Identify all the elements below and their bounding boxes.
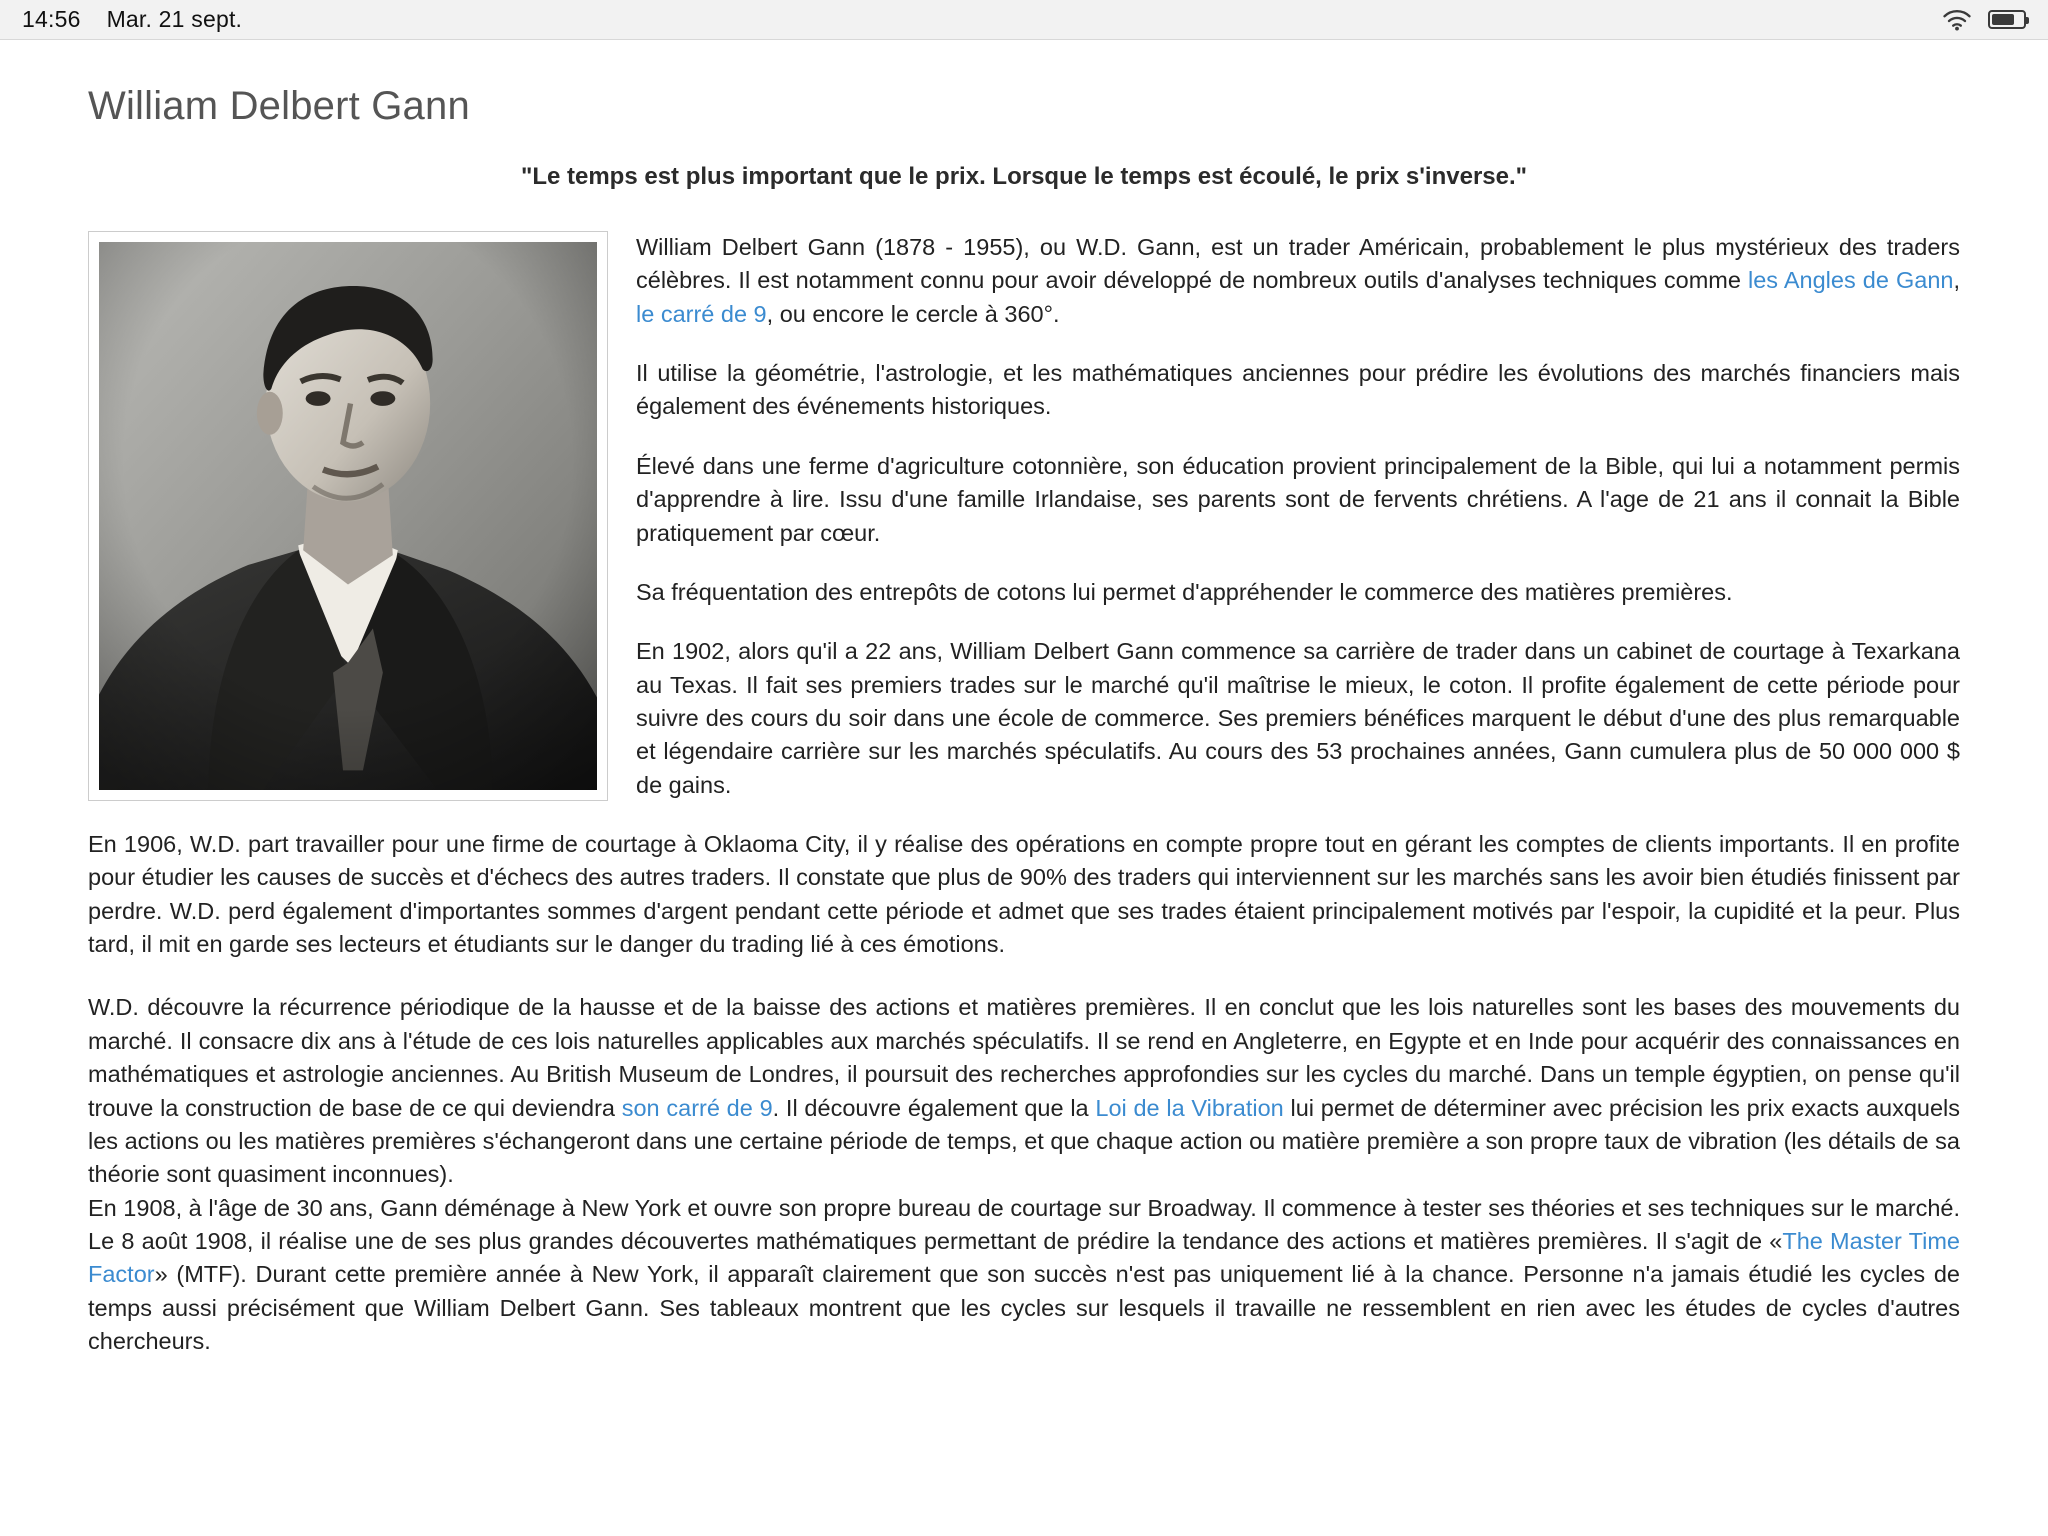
status-bar bbox=[0, 0, 2048, 40]
paragraph-1-text-a: William Delbert Gann (1878 - 1955), ou W.D. Gann, est un trader Américain, probablement le plus mystérieux des traders célèbres. Il est notamment connu pour avoir développé de nombreux outils d'analyses techniques comme bbox=[636, 234, 1960, 294]
paragraph-4: Sa fréquentation des entrepôts de cotons lui permet d'appréhender le commerce des matières premières. bbox=[636, 578, 1733, 605]
paragraph-5: En 1902, alors qu'il a 22 ans, William Delbert Gann commence sa carrière de trader dans un cabinet de courtage à Texarkana au Texas. Il fait ses premiers trades sur le marché qu'il maîtrise le mieux, le coton. Il profite également de cette période pour suivre des cours du soir dans une école de commerce. Ses premiers bénéfices marquent le début d'une des plus remarquable et légendaire carrière sur les marchés spéculatifs. Au cours des 53 prochaines années, Gann cumulera plus de 50 000 000 $ de gains. bbox=[636, 638, 1960, 798]
status-bar-right bbox=[1942, 9, 2026, 31]
paragraph-6: En 1906, W.D. part travailler pour une firme de courtage à Oklaoma City, il y réalise des opérations en compte propre tout en gérant les comptes de clients importants. Il en profite pour étudier les causes de succès et d'échecs des autres traders. Il constate que plus de 90% des traders qui interviennent sur les marchés sans les avoir bien étudiés finissent par perdre. W.D. perd également d'importantes sommes d'argent pendant cette période et admet que ses trades étaient principalement motivés par l'espoir, la cupidité et la peur. Plus tard, il mit en garde ses lecteurs et étudiants sur le danger du trading lié à ces émotions. bbox=[88, 831, 1960, 958]
paragraph-8 bbox=[88, 1192, 1960, 1359]
portrait-frame bbox=[88, 231, 608, 801]
status-bar-left bbox=[22, 6, 242, 33]
status-date: Mar. 21 sept. bbox=[106, 6, 243, 32]
paragraph-2: Il utilise la géométrie, l'astrologie, et les mathématiques anciennes pour prédire les évolutions des marchés financiers mais également des événements historiques. bbox=[636, 360, 1960, 420]
page-title: William Delbert Gann bbox=[88, 84, 470, 128]
document-page bbox=[0, 40, 2048, 1358]
paragraph-1-sep: , bbox=[1953, 267, 1960, 294]
status-time: 14:56 bbox=[22, 6, 81, 32]
wifi-icon bbox=[1942, 9, 1972, 31]
portrait-and-intro bbox=[88, 231, 1960, 828]
battery-fill bbox=[1992, 14, 2014, 25]
link-carre-de-9[interactable]: le carré de 9 bbox=[636, 300, 767, 327]
article-body bbox=[88, 231, 1960, 1358]
link-loi-de-la-vibration[interactable]: Loi de la Vibration bbox=[1095, 1094, 1284, 1121]
paragraph-7-text-c: lui permet de déterminer avec précision les prix exacts auxquels les actions ou les matières premières s'échangeront dans une certaine période de temps, et que chaque action ou matière première a son propre taux de vibration (les détails de sa théorie sont quasiment inconnues). bbox=[88, 1094, 1961, 1188]
paragraph-7 bbox=[88, 991, 1960, 1191]
article-lower-body bbox=[88, 828, 1960, 1358]
link-son-carre-de-9[interactable]: son carré de 9 bbox=[621, 1094, 773, 1121]
paragraph-7-text-a: W.D. découvre la récurrence périodique de la hausse et de la baisse des actions et matières premières. Il en conclut que les lois naturelles sont les bases des mouvements du marché. Il consacre dix ans à l'étude de ces lois naturelles applicables aux marchés spéculatifs. Il se rend en Angleterre, en Egypte et en Inde pour acquérir des connaissances en mathématiques et astrologie anciennes. Au British Museum de Londres, il poursuit des recherches approfondies sur les cycles du marché. Dans un temple égyptien, on pense qu'il trouve la construction de base de ce qui deviendra bbox=[88, 994, 1960, 1121]
battery-icon bbox=[1988, 10, 2026, 29]
link-master-time-factor[interactable]: The Master Time Factor bbox=[88, 1227, 1961, 1288]
link-angles-de-gann[interactable]: les Angles de Gann bbox=[1748, 267, 1954, 294]
paragraph-3: Élevé dans une ferme d'agriculture cotonnière, son éducation provient principalement de la Bible, qui lui a notamment permis d'apprendre à lire. Issu d'une famille Irlandaise, ses parents sont de fervents chrétiens. A l'age de 21 ans il connait la Bible pratiquement par cœur. bbox=[636, 452, 1960, 546]
paragraph-8-text-a: En 1908, à l'âge de 30 ans, Gann déménage à New York et ouvre son propre bureau de courtage sur Broadway. Il commence à tester ses théories et ses techniques sur le marché. Le 8 août 1908, il réalise une de ses plus grandes découvertes mathématiques permettant de prédire la tendance des actions et matières premières. Il s'agit de « bbox=[88, 1194, 1960, 1254]
pull-quote: "Le temps est plus important que le prix. Lorsque le temps est écoulé, le prix s'inverse." bbox=[520, 163, 1528, 190]
paragraph-1-text-b: , ou encore le cercle à 360°. bbox=[766, 300, 1060, 327]
paragraph-8-text-b: » (MTF). Durant cette première année à New York, il apparaît clairement que son succès n'est pas uniquement lié à la chance. Personne n'a jamais étudié les cycles de temps aussi précisément que William Delbert Gann. Ses tableaux montrent que les cycles sur lesquels il travaille ne ressemblent en rien avec les études de cycles d'autres chercheurs. bbox=[88, 1261, 1960, 1355]
paragraph-7-text-b: . Il découvre également que la bbox=[772, 1094, 1096, 1121]
portrait-image bbox=[99, 242, 597, 790]
